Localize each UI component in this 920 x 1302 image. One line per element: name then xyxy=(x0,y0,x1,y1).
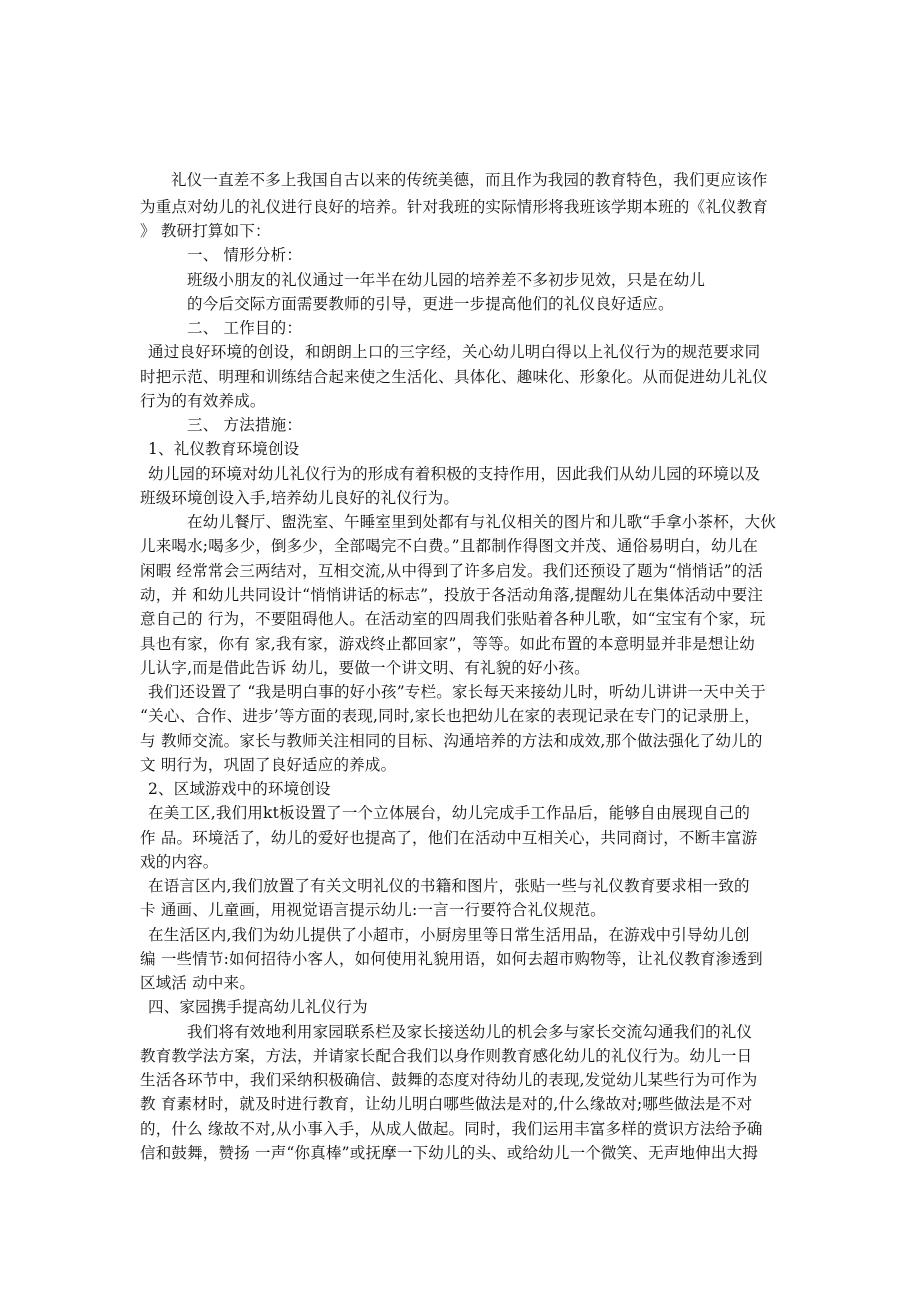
text-line: 在幼儿餐厅、盥洗室、午睡室里到处都有与礼仪相关的图片和儿歌“手拿小茶杯，大伙 xyxy=(187,513,777,531)
text-line: 生活各环节中，我们采纳积极确信、鼓舞的态度对待幼儿的表现,发觉幼儿某些行为可作为 xyxy=(140,1071,758,1089)
text-line: 动，并 和幼儿共同设计“悄悄讲话的标志”，投放于各活动角落,提醒幼儿在集体活动中要注 xyxy=(140,586,764,604)
text-line: 在美工区,我们用kt板设置了一个立体展台，幼儿完成手工作品后，能够自由展现自己的 xyxy=(148,804,751,822)
text-line: 编 一些情节:如何招待小客人，如何使用礼貌用语，如何去超市购物等，让礼仪教育渗透到 xyxy=(140,950,763,968)
text-line: 信和鼓舞，赞扬 一声“你真棒”或抚摩一下幼儿的头、或给幼儿一个微笑、无声地伸出大拇 xyxy=(140,1144,758,1162)
text-line: 作 品。环境活了，幼儿的爱好也提高了，他们在活动中互相关心，共同商讨，不断丰富游 xyxy=(140,829,758,847)
text-line: 行为的有效养成。 xyxy=(140,392,266,410)
text-line: 时把示范、明理和训练结合起来使之生活化、具体化、趣味化、形象化。从而促进幼儿礼仪 xyxy=(140,368,769,386)
section-heading: 二、 工作目的： xyxy=(187,319,303,337)
text-line: 教 育素材时，就及时进行教育，让幼儿明白哪些做法是对的,什么缘故对;哪些做法是不对 xyxy=(140,1095,753,1113)
text-line: 区域活 动中来。 xyxy=(140,974,256,992)
text-line: 卡 通画、儿童画，用视觉语言提示幼儿:一言一行要符合礼仪规范。 xyxy=(140,901,606,919)
text-line: 文 明行为，巩固了良好适应的养成。 xyxy=(140,756,397,774)
text-line: 意自己的 行为，不要阻碍他人。在活动室的四周我们张贴着各种儿歌，如“宝宝有个家，玩 xyxy=(140,610,766,628)
text-line: 通过良好环境的创设，和朗朗上口的三字经，关心幼儿明白得以上礼仪行为的规范要求同 xyxy=(148,343,761,361)
text-line: 幼儿园的环境对幼儿礼仪行为的形成有着积极的支持作用，因此我们从幼儿园的环境以及 xyxy=(148,465,761,483)
text-line: 与 教师交流。家长与教师关注相同的目标、沟通培养的方法和成效,那个做法强化了幼儿的 xyxy=(140,732,763,750)
section-heading: 一、 情形分析： xyxy=(187,246,303,264)
subsection-heading: 1、礼仪教育环境创设 xyxy=(148,440,300,458)
text-line: 班级环境创设入手,培养幼儿良好的礼仪行为。 xyxy=(140,489,460,507)
subsection-heading: 2、区域游戏中的环境创设 xyxy=(148,780,331,798)
text-line: 儿来喝水;喝多少，倒多少，全部喝完不白费。”且都制作得图文并茂、通俗易明白，幼儿在 xyxy=(140,537,759,555)
text-line: 礼仪一直差不多上我国自古以来的传统美德，而且作为我园的教育特色，我们更应该作 xyxy=(171,171,768,189)
text-line: 为重点对幼儿的礼仪进行良好的培养。针对我班的实际情形将我班该学期本班的《礼仪教育 xyxy=(140,198,769,216)
text-line: 的，什么 缘故不对,从小事入手，从成人做起。同时，我们运用丰富多样的赏识方法给予确 xyxy=(140,1120,763,1138)
text-line: 》 教研打算如下： xyxy=(140,222,271,240)
text-line: 儿认字,而是借此告诉 幼儿，要做一个讲文明、有礼貌的好小孩。 xyxy=(140,659,590,677)
text-line: 在生活区内,我们为幼儿提供了小超市，小厨房里等日常生活用品，在游戏中引导幼儿创 xyxy=(148,926,750,944)
text-line: 我们还设置了 “我是明白事的好小孩”专栏。家长每天来接幼儿时，听幼儿讲讲一天中关于 xyxy=(148,683,766,701)
text-line: 的今后交际方面需要教师的引导，更进一步提高他们的礼仪良好适应。 xyxy=(187,295,674,313)
text-line: “关心、合作、进步’等方面的表现,同时,家长也把幼儿在家的表现记录在专门的记录册上， xyxy=(140,707,761,725)
text-line: 闲暇 经常常会三两结对，互相交流,从中得到了许多启发。我们还预设了题为“悄悄话”的活 xyxy=(140,562,764,580)
text-line: 教育教学法方案，方法，并请家长配合我们以身作则教育感化幼儿的礼仪行为。幼儿一日 xyxy=(140,1047,753,1065)
section-heading: 三、 方法措施： xyxy=(187,416,303,434)
section-heading: 四、家园携手提高幼儿礼仪行为 xyxy=(148,998,368,1016)
text-line: 具也有家，你有 家,我有家，游戏终止都回家”，等等。如此布置的本意明显并非是想让幼 xyxy=(140,635,755,653)
text-line: 我们将有效地利用家园联系栏及家长接送幼儿的机会多与家长交流勾通我们的礼仪 xyxy=(187,1023,753,1041)
text-line: 戏的内容。 xyxy=(140,853,219,871)
text-line: 班级小朋友的礼仪通过一年半在幼儿园的培养差不多初步见效，只是在幼儿 xyxy=(187,271,706,289)
text-line: 在语言区内,我们放置了有关文明礼仪的书籍和图片，张贴一些与礼仪教育要求相一致的 xyxy=(148,877,750,895)
